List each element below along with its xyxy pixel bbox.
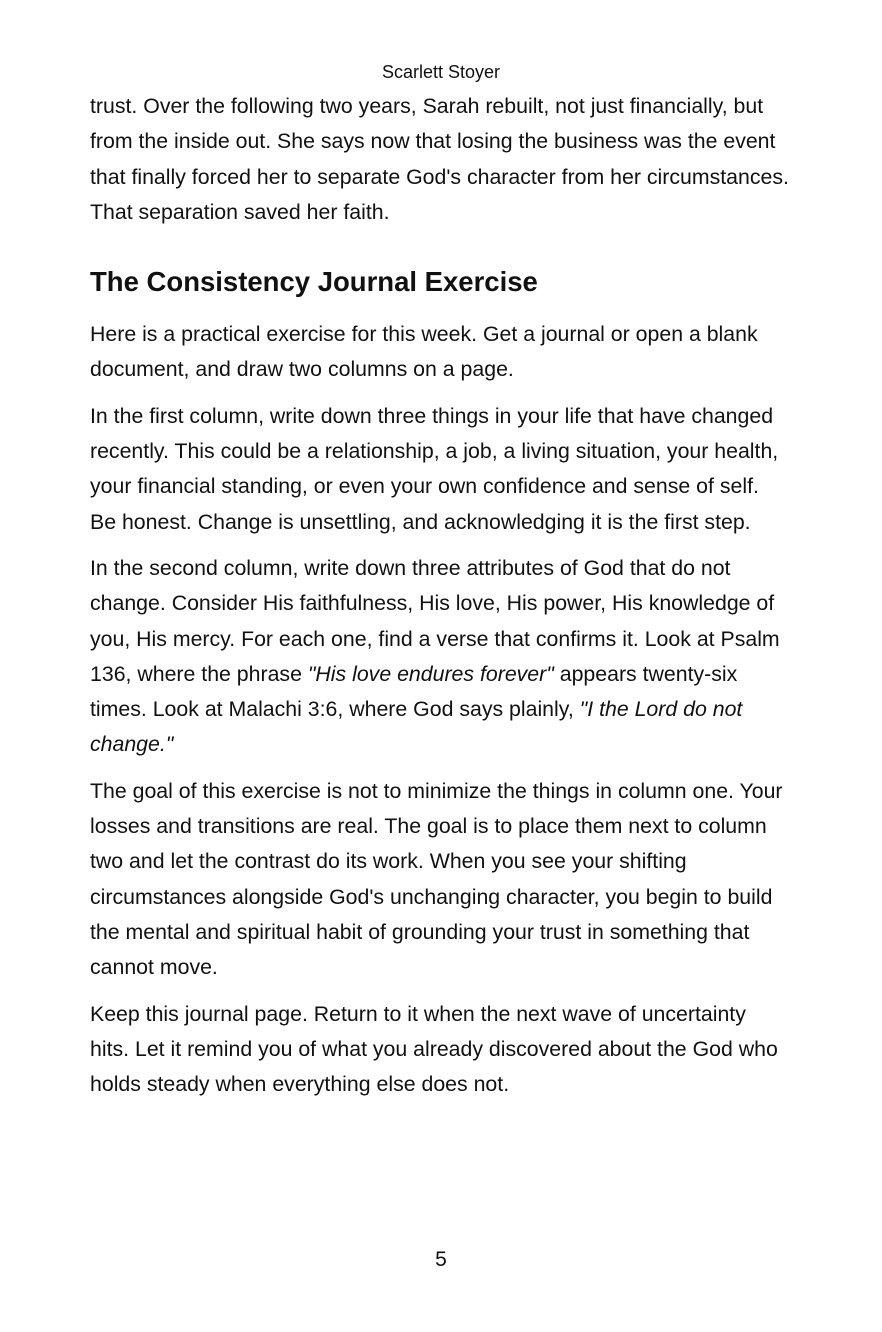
paragraph-exercise-intro: Here is a practical exercise for this week. Get a journal or open a blank document, and draw two columns on a page.	[90, 322, 758, 382]
paragraph-text: In the second column, write down three attributes of God that do not change. Consider His faithfulness, His love, His power, His knowledge of you, His mercy. For each one, find a verse that confirms it. Look at Psalm 136, where the phrase	[90, 555, 780, 686]
page-content	[90, 89, 790, 1102]
paragraph-text: appears twenty-six times. Look at Malachi 3:6, where God says plainly,	[90, 661, 738, 722]
intro-paragraph: trust. Over the following two years, Sarah rebuilt, not just financially, but from the inside out. She says now that losing the business was the event that finally forced her to separate God's character from her circumstances. That separation saved her faith.	[90, 94, 789, 224]
section-title: The Consistency Journal Exercise	[90, 266, 538, 298]
running-header-author: Scarlett Stoyer	[381, 62, 501, 82]
page-number: 5	[435, 1248, 447, 1271]
scripture-quote: "His love endures forever"	[307, 661, 554, 686]
paragraph-exercise-goal: The goal of this exercise is not to minimize the things in column one. Your losses and transitions are real. The goal is to place them next to column two and let the contrast do its work. When you see your shifting circumstances alongside God's unchanging character, you begin to build the mental and spiritual habit of grounding your trust in something that cannot move.	[90, 778, 783, 980]
paragraph-second-column	[90, 551, 790, 763]
paragraph-keep-journal: Keep this journal page. Return to it when the next wave of uncertainty hits. Let it remind you of what you already discovered about the God who holds steady when everything else does not.	[90, 1001, 778, 1097]
scripture-quote: "I the Lord do not change."	[90, 697, 743, 757]
paragraph-first-column: In the first column, write down three things in your life that have changed recently. This could be a relationship, a job, a living situation, your health, your financial standing, or even your own confidence and sense of self. Be honest. Change is unsettling, and acknowledging it is the first step.	[90, 403, 779, 534]
